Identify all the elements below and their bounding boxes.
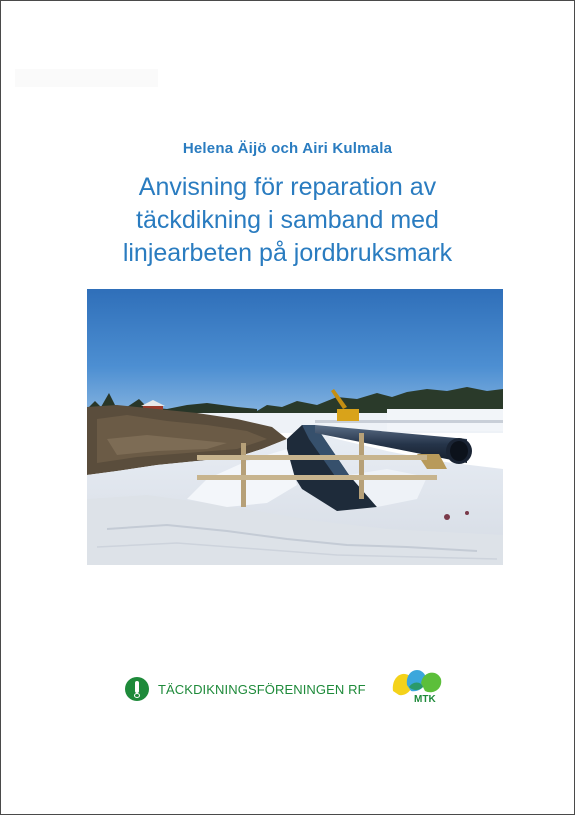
title-line-2: täckdikning i samband med (136, 206, 439, 234)
faint-header-strip (15, 69, 158, 87)
title-line-3: linjearbeten på jordbruksmark (122, 239, 453, 267)
authors: Helena Äijö och Airi Kulmala (182, 140, 393, 157)
left-logo-text: TÄCKDIKNINGSFÖRENINGEN RF (158, 681, 366, 697)
mtk-logo-text: MTK (414, 694, 436, 705)
tackdikningsforeningen-logo (125, 676, 366, 702)
pipeline-trench-photo (87, 289, 503, 565)
title-line-1: Anvisning för reparation av (138, 173, 437, 201)
document-title (1, 171, 574, 270)
cover-photo (87, 289, 503, 565)
drain-logo-icon (125, 677, 149, 701)
